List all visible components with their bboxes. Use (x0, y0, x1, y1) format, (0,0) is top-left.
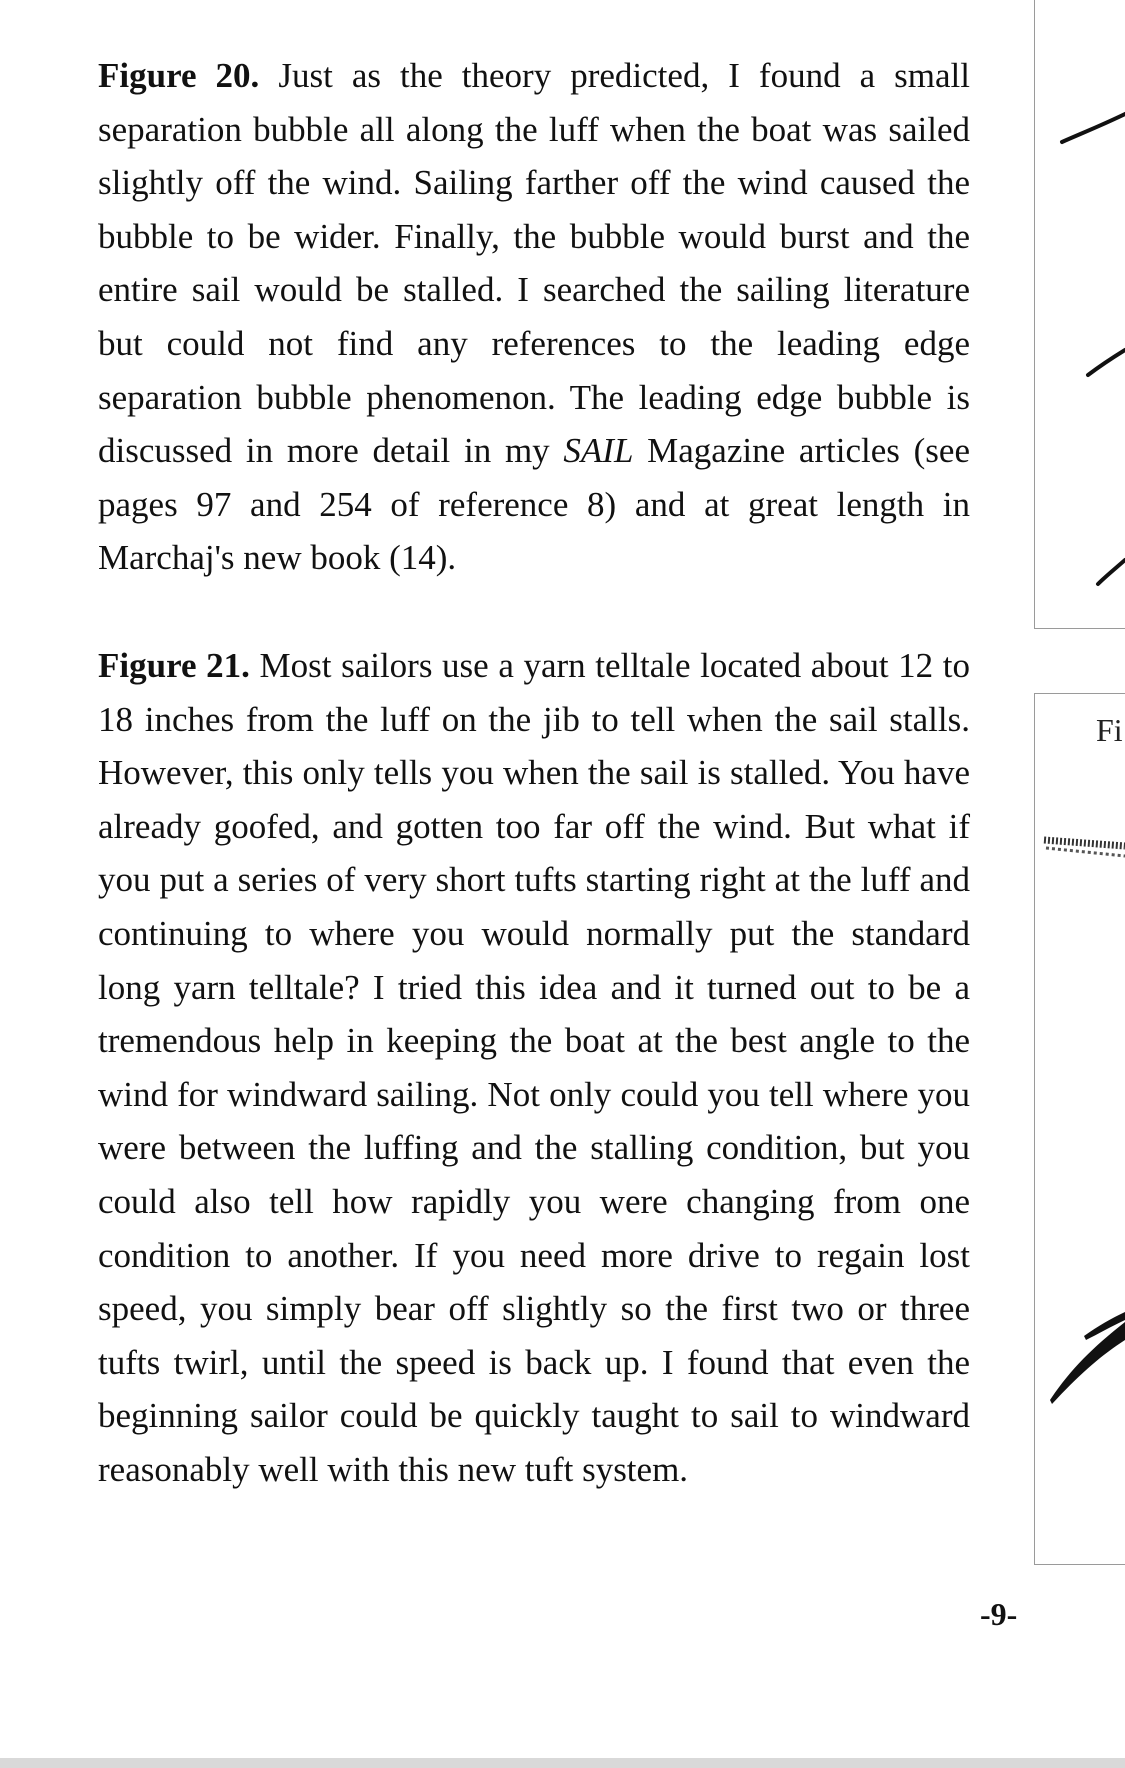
tuft-hatched-line (1044, 840, 1125, 846)
bottom-scroll-bar (0, 1758, 1125, 1768)
sail-sketch-line-1 (1062, 114, 1125, 142)
figure-21-label: Figure 21. (98, 646, 250, 685)
sail-sketch-line-3 (1098, 560, 1125, 584)
figure-21-text: Most sailors use a yarn telltale located about 12 to 18 inches from the luff on the jib to tell when the sail stalls. However, this only tells you when the sail is stalled. You have already goofed, and gotten too far off the wind. But what if you put a series of very short tufts starting right at the luff and continuing to where you would normally put the standard long yarn telltale? I tried this idea and it turned out to be a tremendous help in keeping the boat at the best angle to the wind for windward sailing. Not only could you tell where you were between the luffing and the stalling condition, but you could also tell how rapidly you were changing from one condition to another. If you need more drive to regain lost speed, you simply bear off slightly so the first two or three tufts twirl, until the speed is back up. I found that even the beginning sailor could be quickly taught to sail to windward reasonably well with this new tuft system. (98, 646, 970, 1489)
page-number: -9- (980, 1596, 1018, 1632)
figure-20-label: Figure 20. (98, 56, 260, 95)
adjacent-sail-sketches (1030, 0, 1125, 1768)
sail-magazine-italic: SAIL (563, 431, 634, 471)
figure-20-text-part2: Magazine articles (see pages 97 and 254 of reference 8) and at great length in Marchaj's new book (14). (98, 431, 970, 578)
figure-21-paragraph (98, 639, 970, 1497)
adjacent-figure-label: Fi (1096, 712, 1123, 748)
figure-20-text-part1: Just as the theory predicted, I found a small separation bubble all along the luff when the boat was sailed slightly off the wind. Sailing farther off the wind caused the bubble to be wider. Finally, the bubble would burst and the entire sail would be stalled. I searched the sailing literature but could not find any references to the leading edge separation bubble phenomenon. The leading edge bubble is discussed in more detail in my (98, 56, 970, 471)
sail-sketch-line-2 (1088, 350, 1125, 375)
figure-20-paragraph (98, 49, 970, 585)
